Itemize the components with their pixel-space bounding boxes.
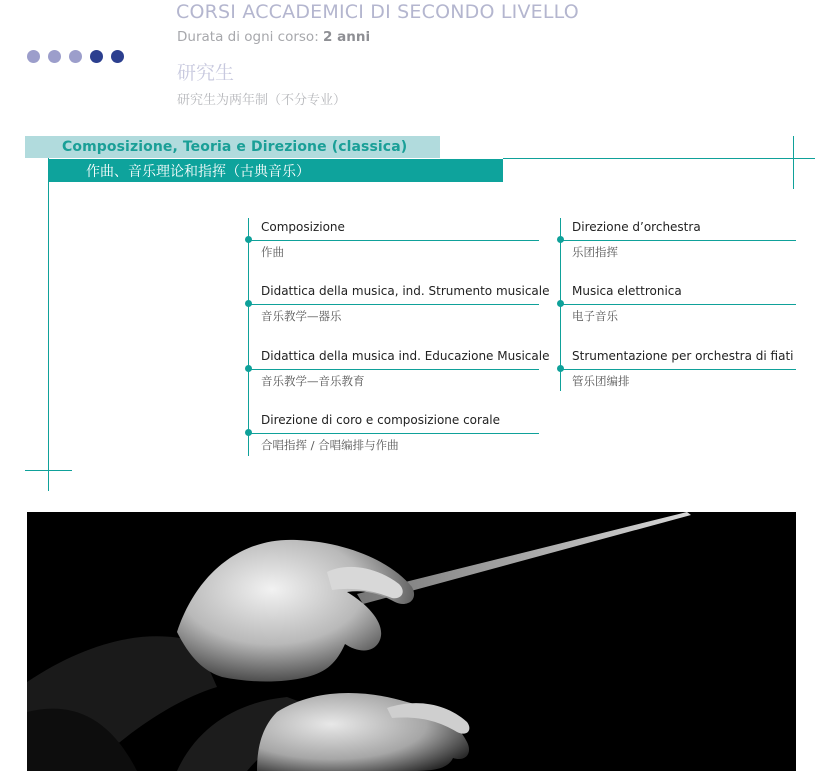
course-name: Strumentazione per orchestra di fiati bbox=[572, 349, 794, 363]
progress-dot bbox=[111, 50, 124, 63]
conductor-photo bbox=[27, 512, 796, 771]
progress-dot bbox=[27, 50, 40, 63]
course-name-zh: 作曲 bbox=[261, 245, 284, 259]
progress-dots bbox=[27, 50, 124, 63]
course-divider bbox=[249, 433, 539, 434]
course-duration bbox=[177, 29, 370, 45]
course-divider bbox=[560, 369, 796, 370]
course-name: Didattica della musica ind. Educazione Musicale bbox=[261, 349, 550, 363]
section-heading-zh: 作曲、音乐理论和指挥（古典音乐） bbox=[86, 164, 310, 180]
course-name-zh: 音乐教学—音乐教育 bbox=[261, 374, 365, 388]
progress-dot bbox=[90, 50, 103, 63]
section-heading: Composizione, Teoria e Direzione (classica) bbox=[62, 139, 408, 155]
bullet-node bbox=[245, 429, 252, 436]
course-name: Didattica della musica, ind. Strumento musicale bbox=[261, 284, 550, 298]
page-title-zh: 研究生 bbox=[177, 62, 235, 84]
duration-value: 2 anni bbox=[323, 29, 371, 45]
course-name-zh: 乐团指挥 bbox=[572, 245, 618, 259]
duration-label: Durata di ogni corso: bbox=[177, 29, 319, 45]
page-title: CORSI ACCADEMICI DI SECONDO LIVELLO bbox=[176, 1, 579, 23]
progress-dot bbox=[69, 50, 82, 63]
course-name-zh: 合唱指挥 / 合唱编排与作曲 bbox=[261, 438, 399, 452]
course-divider bbox=[249, 369, 539, 370]
course-divider bbox=[249, 240, 539, 241]
bullet-node bbox=[557, 300, 564, 307]
course-name: Direzione di coro e composizione corale bbox=[261, 413, 501, 427]
progress-dot bbox=[48, 50, 61, 63]
course-name: Direzione d’orchestra bbox=[572, 220, 701, 234]
bullet-node bbox=[557, 365, 564, 372]
course-name: Composizione bbox=[261, 220, 345, 234]
course-name: Musica elettronica bbox=[572, 284, 682, 298]
conductor-illustration bbox=[27, 512, 796, 771]
bullet-node bbox=[245, 300, 252, 307]
course-duration-zh: 研究生为两年制（不分专业） bbox=[177, 93, 347, 108]
frame-bottom-tick bbox=[25, 470, 72, 471]
course-divider bbox=[560, 240, 796, 241]
course-divider bbox=[560, 304, 796, 305]
bullet-node bbox=[245, 236, 252, 243]
course-name-zh: 管乐团编排 bbox=[572, 374, 630, 388]
course-name-zh: 音乐教学—器乐 bbox=[261, 309, 342, 323]
left-column-spine bbox=[248, 218, 249, 456]
course-name-zh: 电子音乐 bbox=[572, 309, 618, 323]
frame-right-line bbox=[793, 136, 794, 189]
bullet-node bbox=[245, 365, 252, 372]
course-divider bbox=[249, 304, 539, 305]
frame-left-line bbox=[48, 136, 49, 491]
bullet-node bbox=[557, 236, 564, 243]
frame-top-line bbox=[503, 158, 815, 159]
